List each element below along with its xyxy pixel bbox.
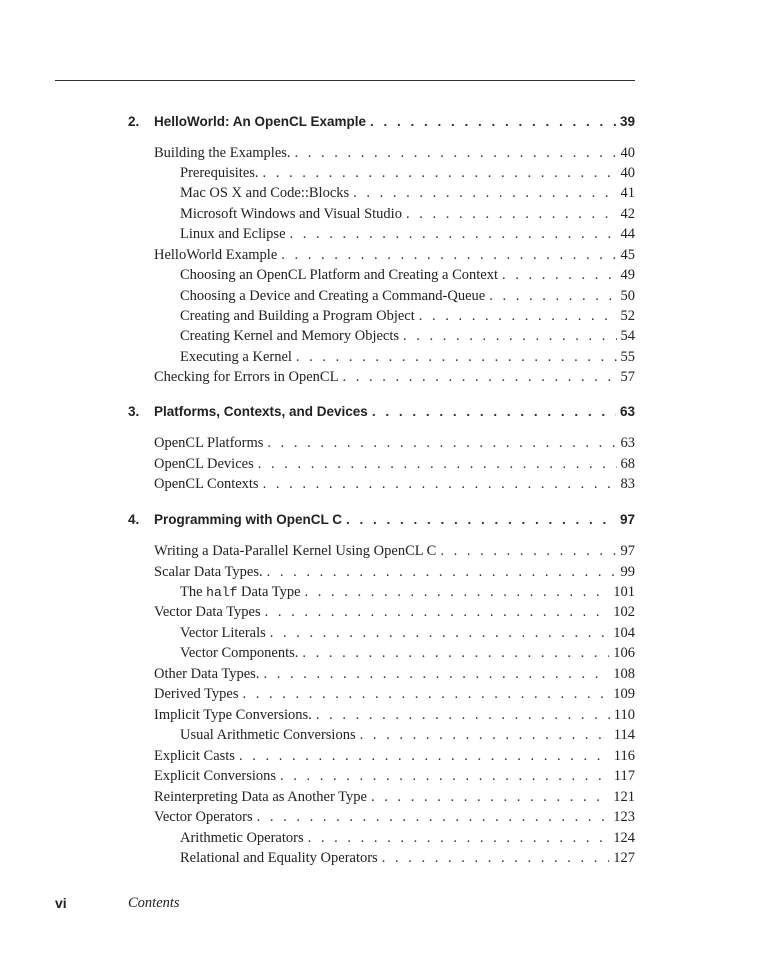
entry-title: OpenCL Contexts	[154, 476, 259, 492]
leader-dots	[263, 165, 617, 182]
chapter-heading[interactable]	[128, 114, 635, 134]
leader-dots	[406, 206, 617, 223]
page-number: 39	[619, 114, 635, 129]
page-number: 106	[613, 645, 635, 661]
leader-dots	[372, 404, 616, 419]
toc-entry[interactable]	[180, 328, 635, 347]
entry-title: Vector Data Types	[154, 604, 261, 620]
leader-dots	[257, 809, 610, 826]
chapter-title: Programming with OpenCL C	[154, 512, 343, 527]
toc-entry[interactable]	[154, 145, 635, 164]
page-number: 52	[620, 308, 635, 324]
leader-dots	[243, 686, 610, 703]
entry-title: Creating Kernel and Memory Objects	[180, 328, 400, 344]
leader-dots	[360, 727, 610, 744]
leader-dots	[382, 850, 610, 867]
leader-dots	[342, 369, 616, 386]
toc-entry[interactable]	[154, 476, 635, 495]
entry-title: Vector Operators	[154, 809, 253, 825]
page-number: 42	[620, 206, 635, 222]
toc-entry[interactable]	[180, 727, 635, 746]
chapter-number: 4.	[128, 512, 140, 527]
leader-dots	[502, 267, 616, 284]
leader-dots	[370, 114, 616, 129]
toc-entry[interactable]	[180, 830, 635, 849]
entry-title: Relational and Equality Operators	[180, 850, 378, 866]
leader-dots	[267, 564, 617, 581]
page-number: 101	[613, 584, 635, 600]
page-number: 63	[619, 404, 635, 419]
page-number: 41	[620, 185, 635, 201]
leader-dots	[440, 543, 616, 560]
page-number: 108	[613, 666, 635, 682]
entry-title: Choosing an OpenCL Platform and Creating a Context	[180, 267, 499, 283]
toc-entry[interactable]	[154, 369, 635, 388]
entry-title: Microsoft Windows and Visual Studio	[180, 206, 402, 222]
toc-entry[interactable]	[154, 748, 635, 767]
toc-entry[interactable]	[180, 308, 635, 327]
chapter-heading[interactable]	[128, 404, 635, 424]
toc-entry[interactable]	[180, 226, 635, 245]
toc-entry[interactable]	[180, 165, 635, 184]
page-number: 104	[613, 625, 635, 641]
entry-title: Building the Examples.	[154, 145, 291, 161]
leader-dots	[419, 308, 617, 325]
chapter-title: HelloWorld: An OpenCL Example	[154, 114, 367, 129]
leader-dots	[258, 456, 617, 473]
page-number: 109	[613, 686, 635, 702]
entry-title	[180, 584, 301, 601]
entry-title: Reinterpreting Data as Another Type	[154, 789, 367, 805]
entry-title: Mac OS X and Code::Blocks	[180, 185, 350, 201]
toc-entry[interactable]	[180, 349, 635, 368]
toc-entry[interactable]	[154, 604, 635, 623]
page-number: 117	[613, 768, 635, 784]
page-number: 49	[620, 267, 635, 283]
entry-title: Choosing a Device and Creating a Command-Queue	[180, 288, 486, 304]
toc-entry[interactable]	[154, 435, 635, 454]
toc-entry[interactable]	[154, 789, 635, 808]
toc-entry[interactable]	[154, 809, 635, 828]
page-number: 110	[613, 707, 635, 723]
toc-entry[interactable]	[154, 686, 635, 705]
page-number: 99	[620, 564, 635, 580]
footer-page-number: vi	[55, 895, 67, 911]
entry-title: Other Data Types.	[154, 666, 260, 682]
toc-entry[interactable]	[180, 206, 635, 225]
page-number: 55	[620, 349, 635, 365]
page-number: 57	[620, 369, 635, 385]
entry-title: Implicit Type Conversions.	[154, 707, 312, 723]
page-number: 45	[620, 247, 635, 263]
page-number: 123	[613, 809, 635, 825]
entry-title: Linux and Eclipse	[180, 226, 286, 242]
leader-dots	[308, 830, 610, 847]
page-number: 83	[620, 476, 635, 492]
leader-dots	[280, 768, 610, 785]
footer-section-label: Contents	[128, 895, 180, 911]
toc-entry[interactable]	[180, 645, 635, 664]
leader-dots	[489, 288, 616, 305]
header-rule	[55, 80, 635, 81]
chapter-heading[interactable]	[128, 512, 635, 532]
toc-entry[interactable]	[180, 288, 635, 307]
entry-title: Scalar Data Types.	[154, 564, 263, 580]
toc-entry[interactable]	[180, 584, 635, 603]
leader-dots	[263, 666, 609, 683]
leader-dots	[265, 604, 610, 621]
entry-title: Vector Literals	[180, 625, 266, 641]
page-number: 63	[620, 435, 635, 451]
page-number: 127	[613, 850, 635, 866]
leader-dots	[353, 185, 616, 202]
toc-entry[interactable]	[180, 625, 635, 644]
chapter-number: 3.	[128, 404, 140, 419]
toc-entry[interactable]	[154, 247, 635, 266]
entry-title: Executing a Kernel	[180, 349, 292, 365]
leader-dots	[371, 789, 609, 806]
entry-title: Writing a Data-Parallel Kernel Using OpenCL C	[154, 543, 437, 559]
leader-dots	[316, 707, 610, 724]
leader-dots	[290, 226, 617, 243]
page-number: 68	[620, 456, 635, 472]
entry-title: Derived Types	[154, 686, 239, 702]
page-number: 40	[620, 165, 635, 181]
entry-title: Explicit Casts	[154, 748, 235, 764]
leader-dots	[403, 328, 616, 345]
toc-entry[interactable]	[154, 564, 635, 583]
page-number: 114	[613, 727, 635, 743]
leader-dots	[270, 625, 609, 642]
leader-dots	[281, 247, 616, 264]
entry-title: Usual Arithmetic Conversions	[180, 727, 356, 743]
leader-dots	[302, 645, 609, 662]
entry-title: Arithmetic Operators	[180, 830, 304, 846]
page-number: 124	[613, 830, 635, 846]
entry-title: Explicit Conversions	[154, 768, 277, 784]
page-number: 121	[613, 789, 635, 805]
toc-entry[interactable]	[180, 185, 635, 204]
page-number: 116	[613, 748, 635, 764]
toc-entry[interactable]	[154, 456, 635, 475]
chapter-number: 2.	[128, 114, 140, 129]
entry-title: Prerequisites.	[180, 165, 259, 181]
leader-dots	[239, 748, 610, 765]
entry-title-prefix: The	[180, 584, 207, 600]
toc-entry[interactable]	[154, 768, 635, 787]
leader-dots	[263, 476, 617, 493]
leader-dots	[267, 435, 616, 452]
entry-title: OpenCL Devices	[154, 456, 254, 472]
page-number: 50	[620, 288, 635, 304]
leader-dots	[346, 512, 616, 527]
entry-title: Creating and Building a Program Object	[180, 308, 415, 324]
toc-entry[interactable]	[154, 543, 635, 562]
page-number: 102	[613, 604, 635, 620]
entry-title-suffix: Data Type	[237, 584, 301, 600]
toc-entry[interactable]	[154, 707, 635, 726]
page-number: 54	[620, 328, 635, 344]
toc-entry[interactable]	[180, 850, 635, 869]
leader-dots	[296, 349, 617, 366]
leader-dots	[305, 584, 610, 601]
code-keyword: half	[206, 585, 238, 600]
entry-title: HelloWorld Example	[154, 247, 278, 263]
toc-entry[interactable]	[180, 267, 635, 286]
page-number: 97	[620, 543, 635, 559]
page-number: 97	[619, 512, 635, 527]
entry-title: Checking for Errors in OpenCL	[154, 369, 339, 385]
page-number: 40	[620, 145, 635, 161]
entry-title: Vector Components.	[180, 645, 299, 661]
leader-dots	[295, 145, 617, 162]
page-number: 44	[620, 226, 635, 242]
chapter-title: Platforms, Contexts, and Devices	[154, 404, 368, 419]
toc-entry[interactable]	[154, 666, 635, 685]
entry-title: OpenCL Platforms	[154, 435, 264, 451]
